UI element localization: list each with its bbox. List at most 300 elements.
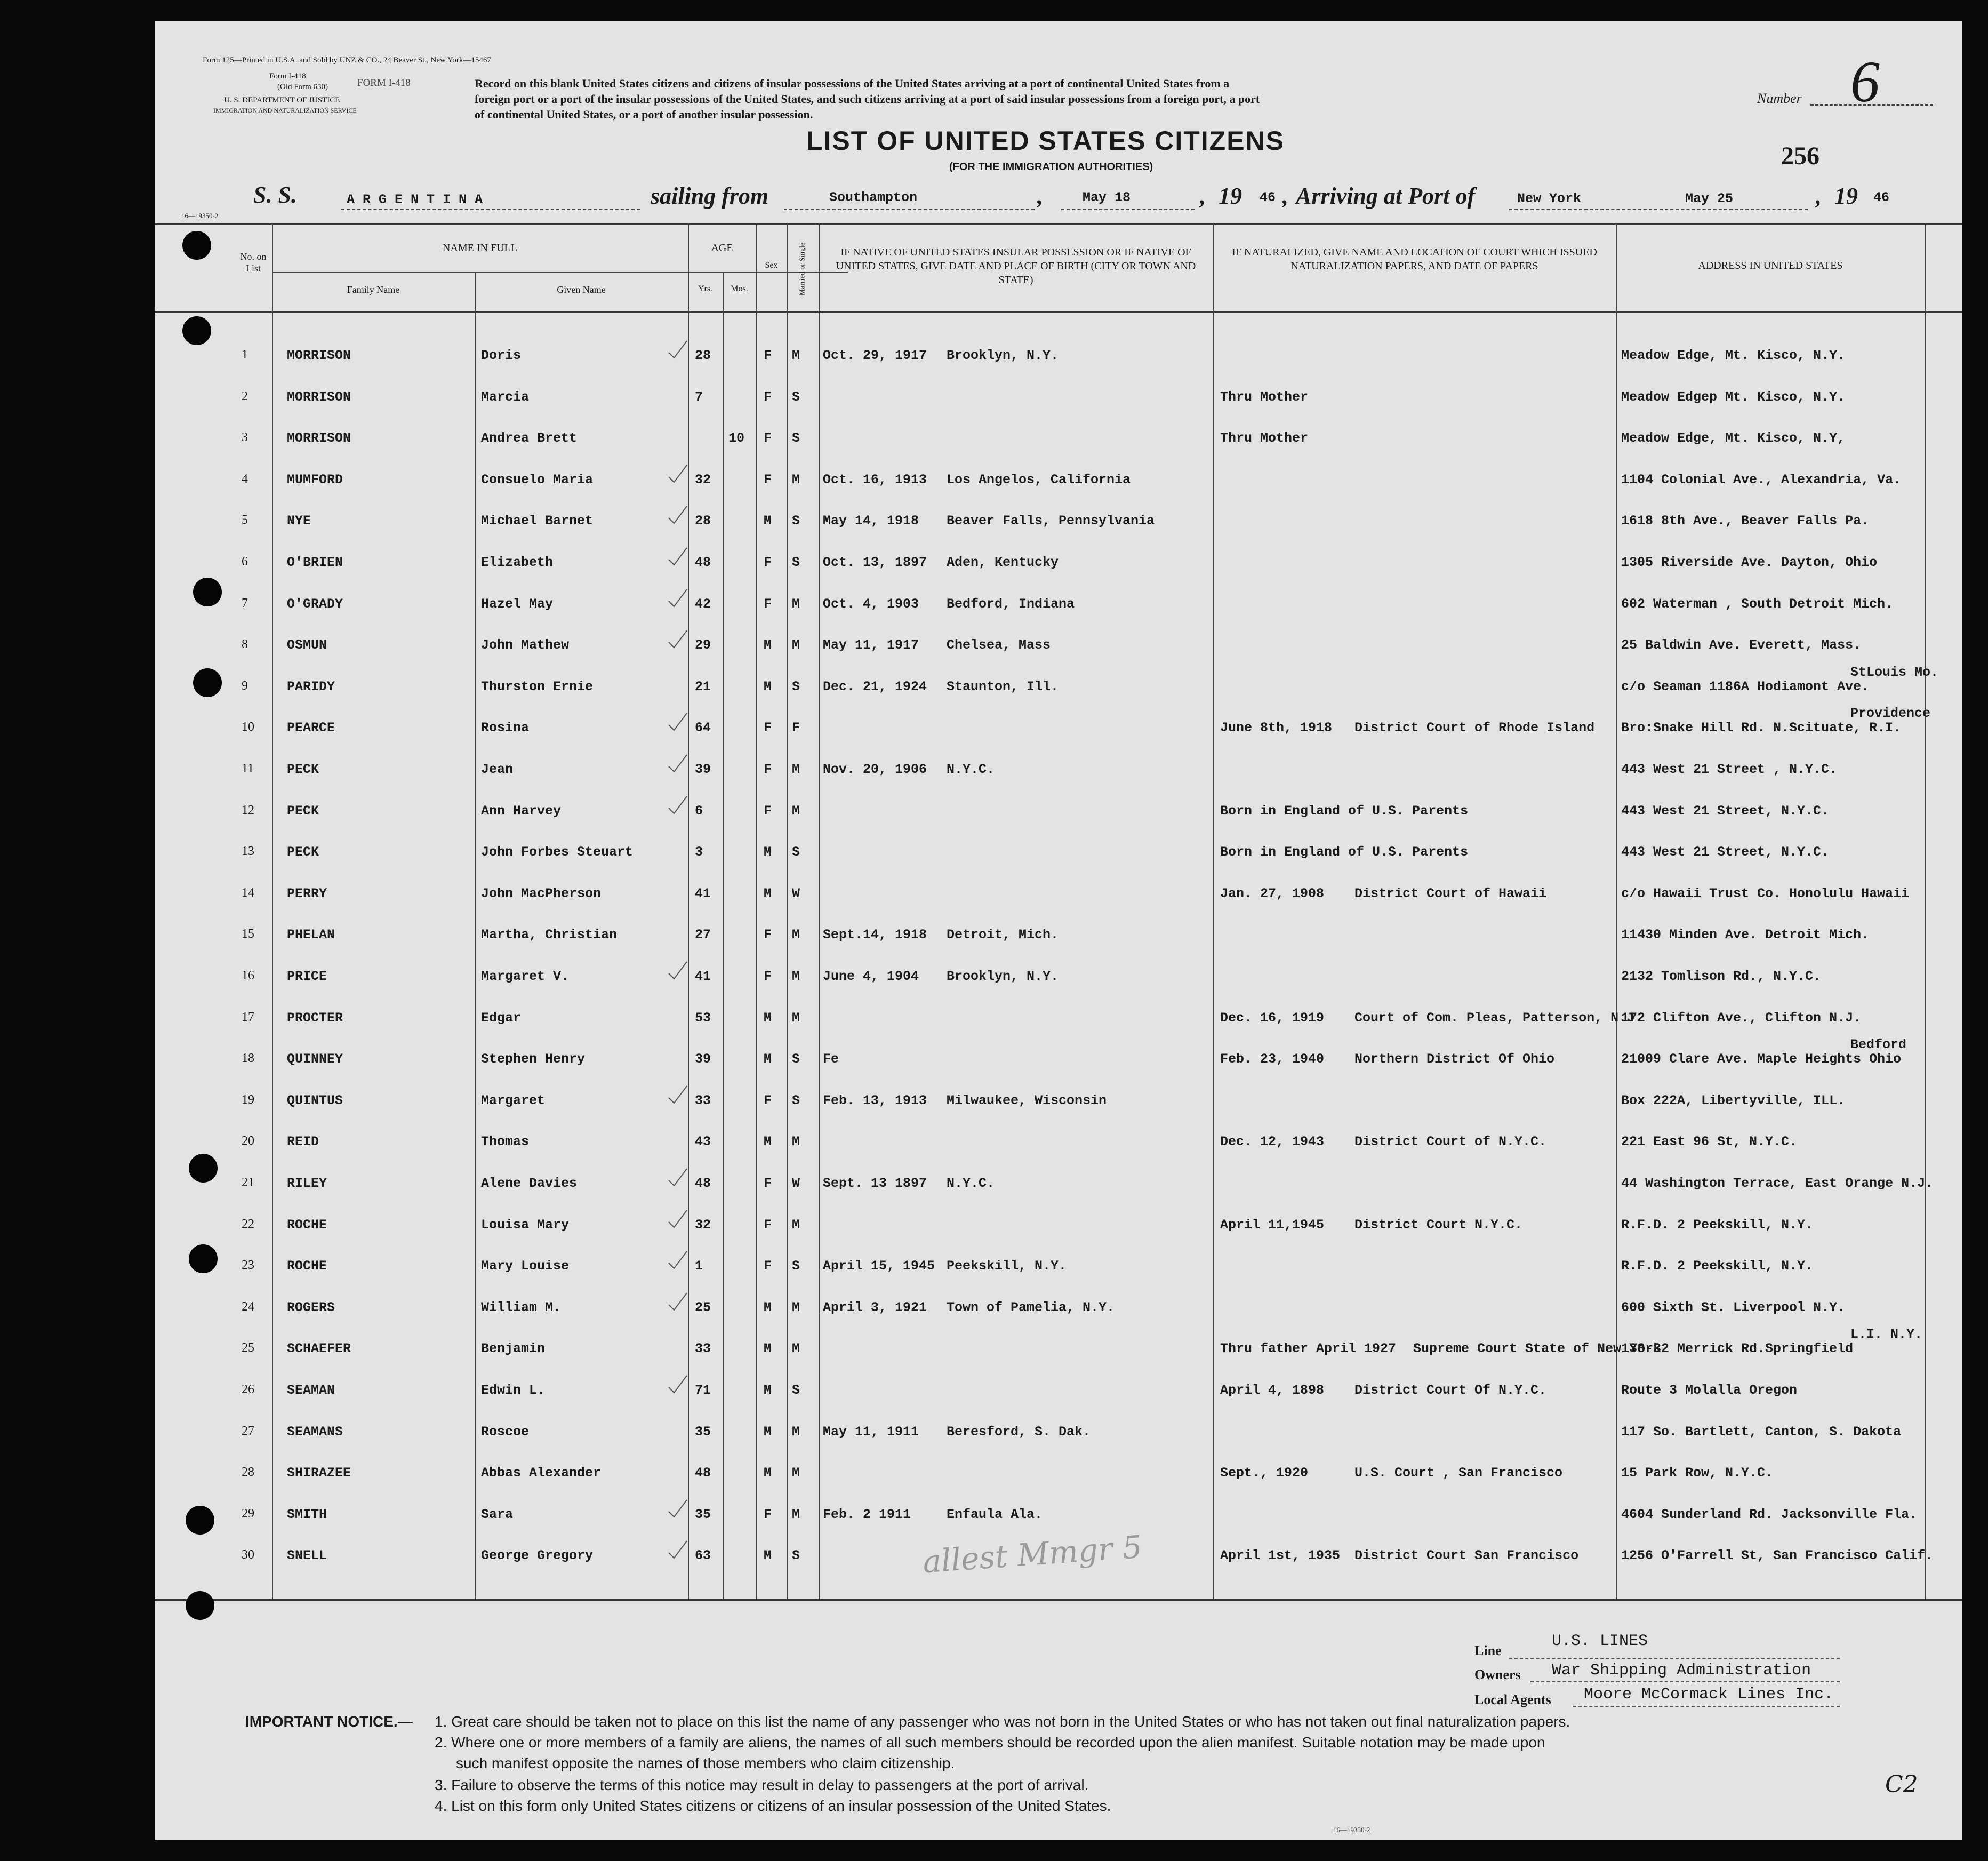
family-name: PECK bbox=[287, 844, 319, 860]
sex: F bbox=[764, 720, 772, 736]
table-row bbox=[155, 954, 1962, 995]
marital-status: S bbox=[792, 389, 800, 405]
age-years: 41 bbox=[695, 885, 711, 901]
age-years: 1 bbox=[695, 1258, 703, 1274]
family-name: PHELAN bbox=[287, 927, 335, 943]
family-name: PEARCE bbox=[287, 720, 335, 736]
birth-place: N.Y.C. bbox=[947, 762, 995, 777]
given-name: John MacPherson bbox=[481, 885, 602, 901]
marital-status: S bbox=[792, 1258, 800, 1274]
row-number: 21 bbox=[242, 1176, 254, 1189]
table-row bbox=[155, 665, 1962, 706]
birth-place: Brooklyn, N.Y. bbox=[947, 969, 1059, 984]
table-row bbox=[155, 789, 1962, 830]
marital-status: W bbox=[792, 1176, 800, 1191]
marital-status: M bbox=[792, 637, 800, 653]
page-subtitle: (FOR THE IMMIGRATION AUTHORITIES) bbox=[949, 161, 1153, 173]
table-row bbox=[155, 582, 1962, 623]
age-years: 48 bbox=[695, 1465, 711, 1481]
family-name: SEAMAN bbox=[287, 1383, 335, 1398]
marital-status: S bbox=[792, 1383, 800, 1398]
number-value: 6 bbox=[1850, 49, 1880, 114]
marital-status: S bbox=[792, 1051, 800, 1067]
row-number: 12 bbox=[242, 803, 254, 817]
birth-date: May 11, 1911 bbox=[823, 1424, 919, 1440]
birth-date: June 4, 1904 bbox=[823, 969, 919, 984]
year-prefix-1: 19 bbox=[1219, 183, 1242, 209]
row-number: 15 bbox=[242, 927, 254, 941]
age-years: 25 bbox=[695, 1299, 711, 1315]
checkmark-icon bbox=[667, 1539, 688, 1560]
given-name: Consuelo Maria bbox=[481, 472, 594, 488]
age-months: 10 bbox=[728, 430, 745, 446]
sex: F bbox=[764, 969, 772, 984]
address: 443 West 21 Street , N.Y.C. bbox=[1621, 762, 1838, 777]
naturalization-date: April 4, 1898 bbox=[1220, 1383, 1325, 1398]
address: 600 Sixth St. Liverpool N.Y. bbox=[1621, 1299, 1846, 1315]
given-name: George Gregory bbox=[481, 1548, 594, 1564]
age-years: 35 bbox=[695, 1424, 711, 1440]
birth-date: Feb. 13, 1913 bbox=[823, 1092, 927, 1108]
row-number: 10 bbox=[242, 720, 254, 734]
marital-status: S bbox=[792, 1548, 800, 1564]
given-name: John Forbes Steuart bbox=[481, 844, 634, 860]
department: U. S. DEPARTMENT OF JUSTICE bbox=[224, 96, 340, 105]
birth-date: Sept. 13 1897 bbox=[823, 1176, 927, 1191]
naturalization-date: Born in England of U.S. Parents bbox=[1220, 803, 1469, 819]
age-years: 39 bbox=[695, 762, 711, 777]
marital-status: M bbox=[792, 1341, 800, 1357]
given-name: Jean bbox=[481, 762, 514, 777]
service: IMMIGRATION AND NATURALIZATION SERVICE bbox=[213, 107, 357, 114]
checkmark-icon bbox=[667, 960, 688, 981]
depart-date: May 18 bbox=[1083, 190, 1131, 205]
given-name: William M. bbox=[481, 1299, 562, 1315]
family-name: MORRISON bbox=[287, 430, 351, 446]
birth-place: Peekskill, N.Y. bbox=[947, 1258, 1067, 1274]
sex: F bbox=[764, 555, 772, 570]
table-row bbox=[155, 1203, 1962, 1244]
table-row bbox=[155, 623, 1962, 664]
table-row bbox=[155, 540, 1962, 581]
row-number: 23 bbox=[242, 1258, 254, 1273]
col-married-or-single: Married or Single bbox=[798, 242, 807, 296]
row-number: 7 bbox=[242, 596, 248, 610]
age-years: 7 bbox=[695, 389, 703, 405]
address: 44 Washington Terrace, East Orange N.J. bbox=[1621, 1176, 1934, 1191]
notice-item-2b: such manifest opposite the names of those members who claim citizenship. bbox=[456, 1755, 955, 1771]
age-years: 35 bbox=[695, 1506, 711, 1522]
table-row bbox=[155, 996, 1962, 1037]
given-name: Margaret V. bbox=[481, 969, 570, 984]
naturalization-date: Sept., 1920 bbox=[1220, 1465, 1309, 1481]
birth-date: Fe bbox=[823, 1051, 839, 1067]
col-no-on-list: No. on List bbox=[240, 251, 267, 274]
address: 11430 Minden Ave. Detroit Mich. bbox=[1621, 927, 1870, 943]
age-years: 33 bbox=[695, 1092, 711, 1108]
checkmark-icon bbox=[667, 711, 688, 732]
ss-label: S. S. bbox=[253, 182, 297, 208]
marital-status: S bbox=[792, 678, 800, 694]
address: R.F.D. 2 Peekskill, N.Y. bbox=[1621, 1217, 1814, 1233]
age-years: 28 bbox=[695, 348, 711, 363]
given-name: Mary Louise bbox=[481, 1258, 570, 1274]
owners-value: War Shipping Administration bbox=[1552, 1662, 1811, 1680]
table-row bbox=[155, 1161, 1962, 1202]
table-row bbox=[155, 333, 1962, 374]
age-years: 3 bbox=[695, 844, 703, 860]
number-label: Number bbox=[1757, 91, 1802, 106]
family-name: PRICE bbox=[287, 969, 327, 984]
family-name: NYE bbox=[287, 513, 311, 529]
given-name: Thomas bbox=[481, 1134, 530, 1150]
naturalization-court: Supreme Court State of New York bbox=[1413, 1341, 1662, 1357]
sex: M bbox=[764, 637, 772, 653]
marital-status: S bbox=[792, 844, 800, 860]
table-row bbox=[155, 747, 1962, 788]
notice-item-1: 1. Great care should be taken not to place on this list the name of any passenger who was not born in the United States or who has not taken out final naturalization papers. bbox=[435, 1713, 1570, 1730]
age-years: 48 bbox=[695, 1176, 711, 1191]
given-name: Edgar bbox=[481, 1010, 522, 1026]
address: 443 West 21 Street, N.Y.C. bbox=[1621, 844, 1830, 860]
naturalization-date: Born in England of U.S. Parents bbox=[1220, 844, 1469, 860]
family-name: QUINNEY bbox=[287, 1051, 343, 1067]
sex: M bbox=[764, 678, 772, 694]
birth-place: Staunton, Ill. bbox=[947, 678, 1059, 694]
address: 15 Park Row, N.Y.C. bbox=[1621, 1465, 1774, 1481]
row-number: 19 bbox=[242, 1092, 254, 1107]
family-name: SCHAEFER bbox=[287, 1341, 351, 1357]
marital-status: M bbox=[792, 1465, 800, 1481]
checkmark-icon bbox=[667, 628, 688, 650]
address: 1104 Colonial Ave., Alexandria, Va. bbox=[1621, 472, 1902, 488]
family-name: MORRISON bbox=[287, 389, 351, 405]
sex: M bbox=[764, 1010, 772, 1026]
col-age: AGE bbox=[711, 242, 733, 254]
row-number: 20 bbox=[242, 1134, 254, 1148]
sex: M bbox=[764, 1299, 772, 1315]
col-family-name: Family Name bbox=[347, 284, 400, 295]
naturalization-date: June 8th, 1918 bbox=[1220, 720, 1333, 736]
instruction-line-3: of continental United States, or a port of another insular possession. bbox=[475, 108, 813, 121]
address: 172 Clifton Ave., Clifton N.J. bbox=[1621, 1010, 1862, 1026]
age-years: 41 bbox=[695, 969, 711, 984]
address: Meadow Edge, Mt. Kisco, N.Y, bbox=[1621, 430, 1846, 446]
table-row bbox=[155, 830, 1962, 871]
marital-status: M bbox=[792, 1217, 800, 1233]
year-prefix-2: 19 bbox=[1834, 183, 1858, 209]
address: 2132 Tomlison Rd., N.Y.C. bbox=[1621, 969, 1822, 984]
marital-status: F bbox=[792, 720, 800, 736]
naturalization-court: District Court of Hawaii bbox=[1354, 885, 1547, 901]
family-name: SMITH bbox=[287, 1506, 327, 1522]
address-extra-line: Providence bbox=[1850, 706, 1931, 722]
checkmark-icon bbox=[667, 339, 688, 360]
table-row bbox=[155, 375, 1962, 416]
notice-item-3: 3. Failure to observe the terms of this notice may result in delay to passengers at the port of arrival. bbox=[435, 1777, 1089, 1793]
sex: F bbox=[764, 348, 772, 363]
table-row bbox=[155, 706, 1962, 747]
birth-place: N.Y.C. bbox=[947, 1176, 995, 1191]
address: 21009 Clare Ave. Maple Heights Ohio bbox=[1621, 1051, 1902, 1067]
row-number: 13 bbox=[242, 844, 254, 859]
birth-date: Dec. 21, 1924 bbox=[823, 678, 927, 694]
marital-status: S bbox=[792, 430, 800, 446]
family-name: PARIDY bbox=[287, 678, 335, 694]
birth-place: Bedford, Indiana bbox=[947, 596, 1075, 612]
naturalization-date: Feb. 23, 1940 bbox=[1220, 1051, 1325, 1067]
sex: F bbox=[764, 430, 772, 446]
birth-date: May 14, 1918 bbox=[823, 513, 919, 529]
binder-hole bbox=[186, 1591, 214, 1620]
naturalization-court: District Court San Francisco bbox=[1354, 1548, 1579, 1564]
family-name: PROCTER bbox=[287, 1010, 343, 1026]
form-number: Form I-418 bbox=[269, 72, 306, 81]
age-years: 32 bbox=[695, 472, 711, 488]
family-name: MORRISON bbox=[287, 348, 351, 363]
birth-date: May 11, 1917 bbox=[823, 637, 919, 653]
birth-place: Town of Pamelia, N.Y. bbox=[947, 1299, 1115, 1315]
binder-hole bbox=[182, 231, 211, 260]
age-years: 21 bbox=[695, 678, 711, 694]
naturalization-court: Northern District Of Ohio bbox=[1354, 1051, 1555, 1067]
birth-date: Oct. 16, 1913 bbox=[823, 472, 927, 488]
address: 602 Waterman , South Detroit Mich. bbox=[1621, 596, 1894, 612]
age-years: 27 bbox=[695, 927, 711, 943]
address-extra-line: Bedford bbox=[1850, 1037, 1907, 1053]
naturalization-date: Dec. 12, 1943 bbox=[1220, 1134, 1325, 1150]
sex: F bbox=[764, 927, 772, 943]
old-form: (Old Form 630) bbox=[277, 83, 328, 91]
family-name: PECK bbox=[287, 803, 319, 819]
naturalization-date: Thru Mother bbox=[1220, 430, 1309, 446]
family-name: ROGERS bbox=[287, 1299, 335, 1315]
sex: M bbox=[764, 1134, 772, 1150]
instruction-line-1: Record on this blank United States citizens and citizens of insular possessions of the United States arriving at a port of continental United States from a bbox=[475, 77, 1230, 90]
table-row bbox=[155, 1037, 1962, 1078]
address: 443 West 21 Street, N.Y.C. bbox=[1621, 803, 1830, 819]
given-name: Roscoe bbox=[481, 1424, 530, 1440]
given-name: Abbas Alexander bbox=[481, 1465, 602, 1481]
arrival-date: May 25 bbox=[1685, 191, 1734, 206]
binder-hole bbox=[186, 1506, 214, 1535]
manifest-sheet: Form 125—Printed in U.S.A. and Sold by UNZ & CO., 24 Beaver St., New York—15467 Form I-418 FORM I-418 (Old Form 630) U. S. DEPARTMENT OF JUSTICE IMMIGRATION AND NATURALIZATION SERVICE Record on this blank United States citizens and citizens of insular possessions of the United States arriving at a port of continental United States from a foreign port or a port of the insular possessions of the United States, and such citizens arriving at a port of said insular possessions from a foreign port, a port of continental United States, or a port of another insular possession. Number 6 LIST OF UNITED STATES CITIZENS (FOR THE IMMIGRATION AUTHORITIES) 256 S. S. A R G E N T I N A sailing from Southampton , May 18 , 19 46 , Arriving at Port of New York May 25 , 19 46 16—19350-2 No. on List NAME IN FULL Family Name Given Name AGE Yrs. Mos. Sex Married or Single IF NATIVE OF UNITED STATES INSULAR POSSESSION OR IF NATIVE OF UNITED STATES, GIVE DATE AND PLACE OF BIRTH (CITY OR TOWN AND STATE) IF NATURALIZED, GIVE NAME AND LOCATION OF COURT WHICH ISSUED NATURALIZATION PAPERS, AND DATE OF PAPERS ADDRESS IN UNITED STATES 1 MORRISON Doris 28 F M Oct. 29, 1917 Brooklyn, N.Y. Meadow Edge, Mt. Kisco, N.Y. 2 MORRISON Marcia 7 F S Thru Mother Meadow Edgep Mt. Kisco, N.Y. 3 MORRISON Andrea Brett 10 F S Thru Mother Meadow Edge, Mt. Kisco, N.Y, 4 MUMFORD Consuelo Maria 32 F M Oct. 16, 1913 Los Angelos, California 1104 Colonial Ave., Alexandria, Va. 5 NYE Michael Barnet 28 M S May 14, 1918 Beaver Falls, Pennsylvania 1618 8th Ave., Beaver Falls Pa. 6 O'BRIEN Elizabeth 48 F S Oct. 13, 1897 Aden, Kentucky 1305 Riverside Ave. Dayton, Ohio 7 O'GRADY Hazel May 42 F M Oct. 4, 1903 Bedford, Indiana 602 Waterman , South Detroit Mich. 8 OSMUN John Mathew 29 M M May 11, 1917 Chelsea, Mass 25 Baldwin Ave. Everett, Mass. 9 PARIDY Thurston Ernie 21 M S Dec. 21, 1924 Staunton, Ill. c/o Seaman 1186A Hodiamont Ave. StLouis Mo. 10 PEARCE Rosina 64 F F June 8th, 1918 Bro:Snake Hill Rd. N.Scituate, R.I. District Court of Rhode Island Providence 11 PECK Jean 39 F M Nov. 20, 1906 N.Y.C. 443 West 21 Street , N.Y.C. 12 PECK Ann Harvey 6 F M Born in England of U.S. Parents 443 West 21 Street, N.Y.C. 13 PECK John Forbes Steuart 3 M S Born in England of U.S. Parents 443 West 21 Street, N.Y.C. 14 PERRY John MacPherson 41 M W Jan. 27, 1908 c/o Hawaii Trust Co. Honolulu Hawaii District Court of Hawaii 15 PHELAN Martha, Christian 27 F M Sept.14, 1918 Detroit, Mich. 11430 Minden Ave. Detroit Mich. 16 PRICE Margaret V. 41 F M June 4, 1904 Brooklyn, N.Y. 2132 Tomlison Rd., N.Y.C. 17 PROCTER Edgar 53 M M Dec. 16, 1919 172 Clifton Ave., Clifton N.J. Court of Com. Pleas, Patterson, N.J. 18 QUINNEY Stephen Henry 39 M S Fe Feb. 23, 1940 21009 Clare Ave. Maple Heights Ohio Northern District Of Ohio Bedford 19 QUINTUS Margaret 33 F S Feb. 13, 1913 Milwaukee, Wisconsin Box 222A, Libertyville, ILL. 20 REID Thomas 43 M M Dec. 12, 1943 221 East 96 St, N.Y.C. District Court of N.Y.C. 21 RILEY Alene Davies 48 F W Sept. 13 1897 N.Y.C. 44 Washington Terrace, East Orange N.J. 22 ROCHE Louisa Mary 32 F M April 11,1945 R.F.D. 2 Peekskill, N.Y. District Court N.Y.C. 23 ROCHE Mary Louise 1 F S April 15, 1945 Peekskill, N.Y. R.F.D. 2 Peekskill, N.Y. 24 ROGERS William M. 25 M M April 3, 1921 Town of Pamelia, N.Y. 600 Sixth St. Liverpool N.Y. 25 SCHAEFER Benjamin 33 M M Thru father April 1927 133-32 Merrick Rd.Springfield Supreme Court State of New York L.I. N.Y. 26 SEAMAN Edwin L. 71 M S April 4, 1898 Route 3 Molalla Oregon District Court Of N.Y.C. 27 SEAMANS Roscoe 35 M M May 11, 1911 Beresford, S. Dak. 117 So. Bartlett, Canton, S. Dakota 28 SHIRAZEE Abbas Alexander 48 M M Sept., 1920 15 Park Row, N.Y.C. U.S. Court , San Francisco 29 SMITH Sara 35 F M Feb. 2 1911 Enfaula Ala. 4604 Sunderland Rd. Jacksonville Fla. 30 SNELL George Gregory 63 M S April 1st, 1935 1256 O'Farrell St, San Francisco Calif. District Court San Francisco allest Mmgr 5 Line U.S. LINES Owners War Shipping Administration Local Agents Moore McCormack Lines Inc. IMPORTANT NOTICE.— 1. Great care should be taken not to place on this list the name of any passenger who was not born in the United States or who has not taken out final naturalization papers. 2. Where one or more members of a family are aliens, the names of all such members should be recorded upon the alien manifest. Suitable notation may be made upon such manifest opposite the names of those members who claim citizenship. 3. Failure to observe the terms of this notice may result in delay to passengers at the port of arrival. 4. List on this form only United States citizens or citizens of an insular possession of the United States. 16—19350-2 C2 bbox=[155, 21, 1962, 1840]
row-number: 26 bbox=[242, 1383, 254, 1396]
row-number: 24 bbox=[242, 1299, 254, 1314]
marital-status: S bbox=[792, 513, 800, 529]
table-row bbox=[155, 499, 1962, 540]
row-number: 30 bbox=[242, 1548, 254, 1562]
sex: F bbox=[764, 1092, 772, 1108]
address: c/o Seaman 1186A Hodiamont Ave. bbox=[1621, 678, 1870, 694]
checkmark-icon bbox=[667, 794, 688, 816]
handwritten-note: allest Mmgr 5 bbox=[921, 1528, 1143, 1580]
naturalization-court: District Court Of N.Y.C. bbox=[1354, 1383, 1547, 1398]
sex: F bbox=[764, 1176, 772, 1191]
birth-date: April 15, 1945 bbox=[823, 1258, 935, 1274]
age-years: 63 bbox=[695, 1548, 711, 1564]
checkmark-icon bbox=[667, 1498, 688, 1519]
birth-place: Chelsea, Mass bbox=[947, 637, 1051, 653]
birth-date: Oct. 4, 1903 bbox=[823, 596, 919, 612]
family-name: PERRY bbox=[287, 885, 327, 901]
address: 4604 Sunderland Rd. Jacksonville Fla. bbox=[1621, 1506, 1918, 1522]
address: Meadow Edge, Mt. Kisco, N.Y. bbox=[1621, 348, 1846, 363]
sex: M bbox=[764, 1424, 772, 1440]
address: 1256 O'Farrell St, San Francisco Calif. bbox=[1621, 1548, 1934, 1564]
naturalization-court: District Court of Rhode Island bbox=[1354, 720, 1595, 736]
birth-place: Detroit, Mich. bbox=[947, 927, 1059, 943]
sailing-label: sailing from bbox=[651, 183, 769, 209]
sex: M bbox=[764, 844, 772, 860]
depart-year: 46 bbox=[1260, 190, 1276, 205]
arrival-year: 46 bbox=[1873, 190, 1890, 205]
arriving-label: Arriving at Port of bbox=[1296, 183, 1476, 209]
age-years: 28 bbox=[695, 513, 711, 529]
address: 221 East 96 St, N.Y.C. bbox=[1621, 1134, 1798, 1150]
binder-hole bbox=[189, 1154, 218, 1183]
row-number: 16 bbox=[242, 969, 254, 983]
checkmark-icon bbox=[667, 1084, 688, 1105]
table-row bbox=[155, 1368, 1962, 1409]
naturalization-date: Thru Mother bbox=[1220, 389, 1309, 405]
family-name: SEAMANS bbox=[287, 1424, 343, 1440]
instruction-line-2: foreign port or a port of the insular possessions of the United States, and such citizens arriving at a port of said insular possessions from a foreign port, a port bbox=[475, 92, 1260, 106]
family-name: O'GRADY bbox=[287, 596, 343, 612]
given-name: Michael Barnet bbox=[481, 513, 594, 529]
sex: M bbox=[764, 1383, 772, 1398]
checkmark-icon bbox=[667, 546, 688, 567]
given-name: Hazel May bbox=[481, 596, 554, 612]
row-number: 4 bbox=[242, 472, 248, 486]
birth-place: Enfaula Ala. bbox=[947, 1506, 1043, 1522]
sex: F bbox=[764, 472, 772, 488]
family-name: ROCHE bbox=[287, 1258, 327, 1274]
col-given-name: Given Name bbox=[557, 284, 606, 295]
table-row bbox=[155, 1079, 1962, 1120]
birth-place: Brooklyn, N.Y. bbox=[947, 348, 1059, 363]
col-sex: Sex bbox=[765, 261, 778, 270]
marital-status: S bbox=[792, 1092, 800, 1108]
marital-status: M bbox=[792, 1299, 800, 1315]
row-number: 18 bbox=[242, 1051, 254, 1066]
given-name: Ann Harvey bbox=[481, 803, 562, 819]
naturalization-court: District Court N.Y.C. bbox=[1354, 1217, 1523, 1233]
col-birth: IF NATIVE OF UNITED STATES INSULAR POSSESSION OR IF NATIVE OF UNITED STATES, GIVE DATE AND PLACE OF BIRTH (CITY OR TOWN AND STATE) bbox=[836, 246, 1196, 286]
naturalization-date: Thru father April 1927 bbox=[1220, 1341, 1397, 1357]
birth-date: Sept.14, 1918 bbox=[823, 927, 927, 943]
row-number: 5 bbox=[242, 513, 248, 528]
address: Bro:Snake Hill Rd. N.Scituate, R.I. bbox=[1621, 720, 1902, 736]
binder-hole bbox=[182, 316, 211, 345]
row-number: 2 bbox=[242, 389, 248, 403]
notice-heading: IMPORTANT NOTICE.— bbox=[245, 1713, 413, 1730]
table-row bbox=[155, 1492, 1962, 1533]
birth-place: Aden, Kentucky bbox=[947, 555, 1059, 570]
age-years: 33 bbox=[695, 1341, 711, 1357]
checkmark-icon bbox=[667, 504, 688, 525]
row-number: 11 bbox=[242, 762, 254, 776]
age-years: 64 bbox=[695, 720, 711, 736]
sex: M bbox=[764, 885, 772, 901]
age-years: 43 bbox=[695, 1134, 711, 1150]
col-yrs: Yrs. bbox=[698, 284, 713, 293]
age-years: 42 bbox=[695, 596, 711, 612]
marital-status: M bbox=[792, 969, 800, 984]
birth-date: April 3, 1921 bbox=[823, 1299, 927, 1315]
given-name: Andrea Brett bbox=[481, 430, 578, 446]
birth-date: Nov. 20, 1906 bbox=[823, 762, 927, 777]
age-years: 32 bbox=[695, 1217, 711, 1233]
checkmark-icon bbox=[667, 587, 688, 609]
birth-place: Beresford, S. Dak. bbox=[947, 1424, 1091, 1440]
checkmark-icon bbox=[667, 463, 688, 484]
notice-item-4: 4. List on this form only United States citizens or citizens of an insular possession of the United States. bbox=[435, 1798, 1111, 1814]
given-name: Marcia bbox=[481, 389, 530, 405]
table-row bbox=[155, 1451, 1962, 1492]
notice-item-2: 2. Where one or more members of a family are aliens, the names of all such members should be recorded upon the alien manifest. Suitable notation may be made upon bbox=[435, 1734, 1545, 1751]
given-name: Thurston Ernie bbox=[481, 678, 594, 694]
sex: F bbox=[764, 803, 772, 819]
given-name: Rosina bbox=[481, 720, 530, 736]
checkmark-icon bbox=[667, 1167, 688, 1188]
naturalization-date: April 11,1945 bbox=[1220, 1217, 1325, 1233]
age-years: 71 bbox=[695, 1383, 711, 1398]
binder-hole bbox=[193, 578, 222, 606]
address: Route 3 Molalla Oregon bbox=[1621, 1383, 1798, 1398]
marital-status: M bbox=[792, 927, 800, 943]
given-name: Alene Davies bbox=[481, 1176, 578, 1191]
row-number: 6 bbox=[242, 555, 248, 569]
col-naturalized: IF NATURALIZED, GIVE NAME AND LOCATION OF COURT WHICH ISSUED NATURALIZATION PAPERS, AND DATE OF PAPERS bbox=[1232, 246, 1597, 272]
marital-status: M bbox=[792, 1010, 800, 1026]
family-name: QUINTUS bbox=[287, 1092, 343, 1108]
ship-name: A R G E N T I N A bbox=[347, 192, 483, 207]
side-code: 16—19350-2 bbox=[181, 212, 219, 220]
row-number: 1 bbox=[242, 348, 248, 362]
family-name: OSMUN bbox=[287, 637, 327, 653]
marital-status: M bbox=[792, 1424, 800, 1440]
address-extra-line: L.I. N.Y. bbox=[1850, 1327, 1923, 1343]
table-row bbox=[155, 1285, 1962, 1327]
corner-mark: C2 bbox=[1885, 1771, 1918, 1798]
row-number: 29 bbox=[242, 1506, 254, 1521]
col-address: ADDRESS IN UNITED STATES bbox=[1698, 260, 1843, 271]
family-name: SNELL bbox=[287, 1548, 327, 1564]
sex: F bbox=[764, 762, 772, 777]
sex: M bbox=[764, 513, 772, 529]
naturalization-date: Jan. 27, 1908 bbox=[1220, 885, 1325, 901]
given-name: Edwin L. bbox=[481, 1383, 546, 1398]
address: 1618 8th Ave., Beaver Falls Pa. bbox=[1621, 513, 1870, 529]
page-title: LIST OF UNITED STATES CITIZENS bbox=[806, 126, 1285, 156]
row-number: 3 bbox=[242, 430, 248, 445]
row-number: 28 bbox=[242, 1465, 254, 1480]
family-name: RILEY bbox=[287, 1176, 327, 1191]
sex: F bbox=[764, 1506, 772, 1522]
given-name: Elizabeth bbox=[481, 555, 554, 570]
col-name-in-full: NAME IN FULL bbox=[443, 242, 517, 254]
form-stamp: FORM I-418 bbox=[357, 77, 411, 89]
family-name: O'BRIEN bbox=[287, 555, 343, 570]
naturalization-date: Dec. 16, 1919 bbox=[1220, 1010, 1325, 1026]
address: Box 222A, Libertyville, ILL. bbox=[1621, 1092, 1846, 1108]
family-name: MUMFORD bbox=[287, 472, 343, 488]
birth-date: Oct. 29, 1917 bbox=[823, 348, 927, 363]
table-row bbox=[155, 1327, 1962, 1368]
marital-status: M bbox=[792, 348, 800, 363]
agents-label: Local Agents bbox=[1474, 1692, 1551, 1707]
